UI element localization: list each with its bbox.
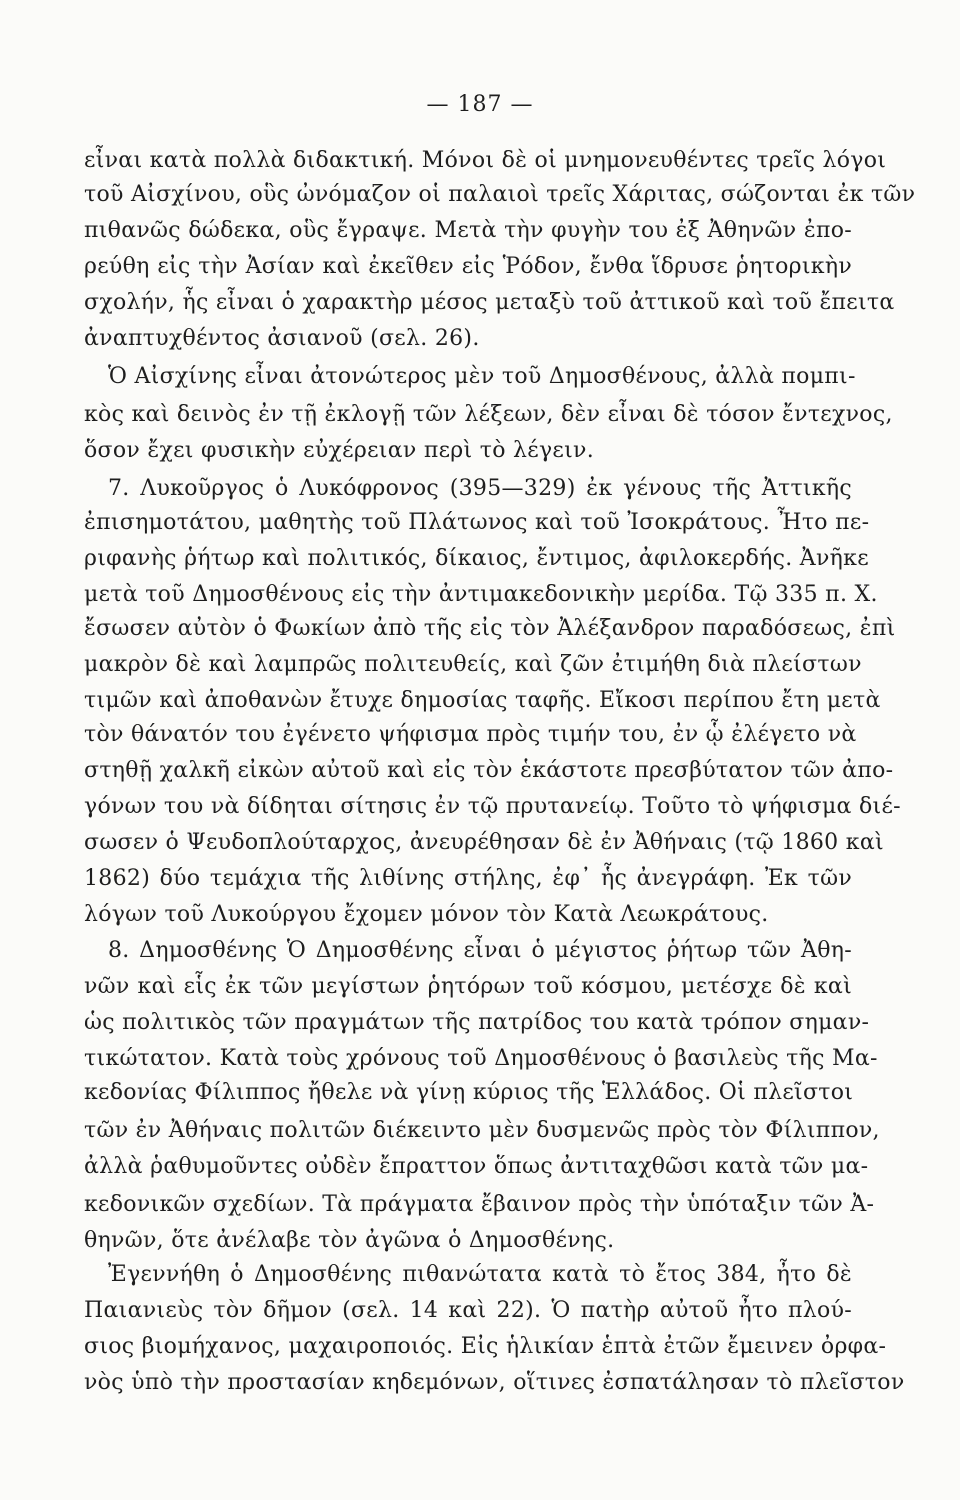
text-line: σωσεν ὁ Ψευδοπλούταρχος, ἀνευρέθησαν δὲ ἐν Ἀθήναις (τῷ 1860 καὶ <box>84 830 884 855</box>
text-line: τῶν ἐν Ἀθήναις πολιτῶν διέκειντο μὲν δυσμενῶς πρὸς τὸν Φίλιππον, <box>84 1118 880 1143</box>
text-line: τικώτατον. Κατὰ τοὺς χρόνους τοῦ Δημοσθένους ὁ βασιλεὺς τῆς Μα- <box>84 1046 878 1071</box>
text-line: 1862) δύο τεμάχια τῆς λιθίνης στήλης, ἐφ᾽ ἧς ἀνεγράφη. Ἐκ τῶν <box>84 866 852 891</box>
text-line: ἔσωσεν αὐτὸν ὁ Φωκίων ἀπὸ τῆς εἰς τὸν Ἀλέξανδρον παραδόσεως, ἐπὶ <box>84 616 896 641</box>
text-line: νὸς ὑπὸ τὴν προστασίαν κηδεμόνων, οἵτινες ἐσπατάλησαν τὸ πλεῖστον <box>84 1370 905 1395</box>
text-line: ὅσον ἔχει φυσικὴν εὐχέρειαν περὶ τὸ λέγειν. <box>84 438 595 463</box>
text-line: ρεύθη εἰς τὴν Ἀσίαν καὶ ἐκεῖθεν εἰς Ῥόδον, ἔνθα ἵδρυσε ῥητορικὴν <box>84 254 852 279</box>
text-line: στηθῇ χαλκῆ εἰκὼν αὐτοῦ καὶ εἰς τὸν ἑκάστοτε πρεσβύτατον τῶν ἀπο- <box>84 758 894 783</box>
text-line: ριφανὴς ῥήτωρ καὶ πολιτικός, δίκαιος, ἔντιμος, ἀφιλοκερδής. Ἀνῆκε <box>84 546 869 571</box>
text-line: κὸς καὶ δεινὸς ἐν τῇ ἐκλογῇ τῶν λέξεων, δὲν εἶναι δὲ τόσον ἔντεχνος, <box>84 402 893 427</box>
text-line: ἀλλὰ ῥαθυμοῦντες οὐδὲν ἔπραττον ὅπως ἀντιταχθῶσι κατὰ τῶν μα- <box>84 1154 869 1179</box>
text-line: Παιανιεὺς τὸν δῆμον (σελ. 14 καὶ 22). Ὁ πατὴρ αὐτοῦ ἦτο πλού- <box>84 1298 852 1323</box>
text-line: πιθανῶς δώδεκα, οὓς ἔγραψε. Μετὰ τὴν φυγὴν του ἐξ Ἀθηνῶν ἐπο- <box>84 218 852 243</box>
text-line: λόγων τοῦ Λυκούργου ἔχομεν μόνον τὸν Κατὰ Λεωκράτους. <box>84 902 769 927</box>
page-number: — 187 — <box>426 92 534 117</box>
text-line: μετὰ τοῦ Δημοσθένους εἰς τὴν ἀντιμακεδονικὴν μερίδα. Τῷ 335 π. Χ. <box>84 582 878 607</box>
text-line: Ὁ Αἰσχίνης εἶναι ἀτονώτερος μὲν τοῦ Δημοσθένους, ἀλλὰ πομπι- <box>108 364 856 389</box>
text-line: ἐπισημοτάτου, μαθητὴς τοῦ Πλάτωνος καὶ τοῦ Ἰσοκράτους. Ἦτο πε- <box>84 510 870 535</box>
text-line: ὡς πολιτικὸς τῶν πραγμάτων τῆς πατρίδος του κατὰ τρόπον σημαν- <box>84 1010 870 1035</box>
text-line: νῶν καὶ εἷς ἐκ τῶν μεγίστων ῥητόρων τοῦ κόσμου, μετέσχε δὲ καὶ <box>84 974 852 999</box>
text-line: 7. Λυκοῦργος ὁ Λυκόφρονος (395—329) ἐκ γένους τῆς Ἀττικῆς <box>108 476 852 501</box>
text-line: Ἐγεννήθη ὁ Δημοσθένης πιθανώτατα κατὰ τὸ ἔτος 384, ἦτο δὲ <box>108 1262 852 1287</box>
text-line: κεδονικῶν σχεδίων. Τὰ πράγματα ἔβαινον πρὸς τὴν ὑπόταξιν τῶν Ἀ- <box>84 1192 875 1217</box>
text-line: ἀναπτυχθέντος ἀσιανοῦ (σελ. 26). <box>84 326 480 351</box>
text-line: σιος βιομήχανος, μαχαιροποιός. Εἰς ἡλικίαν ἑπτὰ ἐτῶν ἔμεινεν ὀρφα- <box>84 1334 887 1359</box>
text-line: τὸν θάνατόν του ἐγένετο ψήφισμα πρὸς τιμήν του, ἐν ᾧ ἐλέγετο νὰ <box>84 722 857 747</box>
text-line: γόνων του νὰ δίδηται σίτησις ἐν τῷ πρυτανείῳ. Τοῦτο τὸ ψήφισμα διέ- <box>84 794 901 819</box>
text-line: κεδονίας Φίλιππος ἤθελε νὰ γίνῃ κύριος τῆς Ἑλλάδος. Οἱ πλεῖστοι <box>84 1080 854 1105</box>
text-line: μακρὸν δὲ καὶ λαμπρῶς πολιτευθείς, καὶ ζῶν ἐτιμήθη διὰ πλείστων <box>84 652 862 677</box>
text-line: θηνῶν, ὅτε ἀνέλαβε τὸν ἀγῶνα ὁ Δημοσθένης. <box>84 1228 615 1253</box>
text-line: τοῦ Αἰσχίνου, οὓς ὠνόμαζον οἱ παλαιοὶ τρεῖς Χάριτας, σώζονται ἐκ τῶν <box>84 182 916 207</box>
text-line: σχολήν, ἧς εἶναι ὁ χαρακτὴρ μέσος μεταξὺ τοῦ ἀττικοῦ καὶ τοῦ ἔπειτα <box>84 290 895 315</box>
text-line: 8. Δημοσθένης Ὁ Δημοσθένης εἶναι ὁ μέγιστος ῥήτωρ τῶν Ἀθη- <box>108 938 852 963</box>
text-line: εἶναι κατὰ πολλὰ διδακτική. Μόνοι δὲ οἱ μνημονευθέντες τρεῖς λόγοι <box>84 148 887 173</box>
text-line: τιμῶν καὶ ἀποθανὼν ἔτυχε δημοσίας ταφῆς. Εἴκοσι περίπου ἔτη μετὰ <box>84 688 881 713</box>
